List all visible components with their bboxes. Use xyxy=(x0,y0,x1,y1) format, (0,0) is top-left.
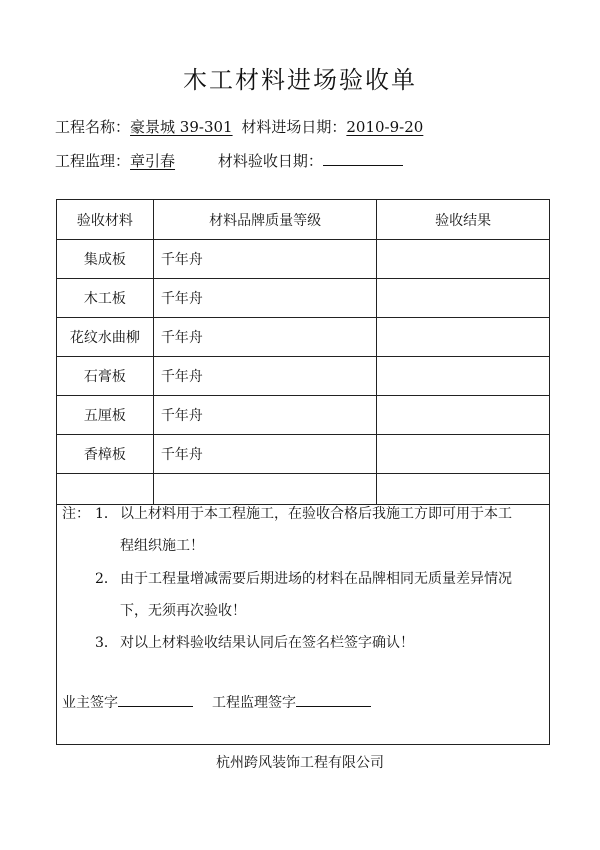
brand-cell: 千年舟 xyxy=(153,279,377,318)
document-title: 木工材料进场验收单 xyxy=(183,66,417,94)
result-cell[interactable] xyxy=(377,396,550,435)
empty-cell[interactable] xyxy=(377,474,550,505)
owner-signature xyxy=(62,690,193,712)
owner-signature-blank[interactable] xyxy=(118,690,193,707)
table-row xyxy=(57,318,550,357)
table-row xyxy=(57,357,550,396)
table-row xyxy=(57,396,550,435)
material-cell: 香樟板 xyxy=(57,435,154,474)
inspection-date-blank[interactable] xyxy=(323,149,403,166)
table-row xyxy=(57,435,550,474)
supervisor-value: 章引春 xyxy=(130,152,176,170)
material-cell: 五厘板 xyxy=(57,396,154,435)
supervisor-signature xyxy=(212,690,371,712)
owner-signature-label: 业主签字 xyxy=(62,695,118,711)
note-2-line-2: 下，无须再次验收！ xyxy=(120,603,246,619)
header-result: 验收结果 xyxy=(377,200,550,240)
brand-cell: 千年舟 xyxy=(153,396,377,435)
empty-cell[interactable] xyxy=(153,474,377,505)
entry-date-value: 2010-9-20 xyxy=(346,118,424,136)
supervisor-info-line xyxy=(55,149,403,171)
result-cell[interactable] xyxy=(377,318,550,357)
table-row xyxy=(57,240,550,279)
header-material: 验收材料 xyxy=(57,200,154,240)
project-name-value: 豪景城 39-301 xyxy=(130,118,233,136)
project-name-label: 工程名称： xyxy=(55,118,131,136)
empty-cell[interactable] xyxy=(57,474,154,505)
supervisor-signature-blank[interactable] xyxy=(296,690,371,707)
note-1-line-1: 以上材料用于本工程施工，在验收合格后我施工方即可用于本工 xyxy=(120,506,512,522)
result-cell[interactable] xyxy=(377,357,550,396)
table-header-row xyxy=(57,200,550,240)
note-2-number: 2． xyxy=(95,571,118,587)
supervisor-signature-label: 工程监理签字 xyxy=(212,695,296,711)
notes-prefix: 注： xyxy=(62,506,90,522)
brand-cell: 千年舟 xyxy=(153,318,377,357)
brand-cell: 千年舟 xyxy=(153,240,377,279)
material-cell: 花纹水曲柳 xyxy=(57,318,154,357)
note-3-line-1: 对以上材料验收结果认同后在签名栏签字确认！ xyxy=(120,635,414,651)
materials-table xyxy=(56,199,550,505)
material-cell: 集成板 xyxy=(57,240,154,279)
company-footer: 杭州跨风装饰工程有限公司 xyxy=(216,755,384,771)
result-cell[interactable] xyxy=(377,279,550,318)
supervisor-label: 工程监理： xyxy=(55,152,131,170)
inspection-date-label: 材料验收日期： xyxy=(217,152,323,170)
result-cell[interactable] xyxy=(377,435,550,474)
material-cell: 木工板 xyxy=(57,279,154,318)
note-1-number: 1． xyxy=(95,506,118,522)
brand-cell: 千年舟 xyxy=(153,435,377,474)
result-cell[interactable] xyxy=(377,240,550,279)
header-brand-grade: 材料品牌质量等级 xyxy=(153,200,377,240)
note-3-number: 3． xyxy=(95,635,118,651)
note-2-line-1: 由于工程量增减需要后期进场的材料在品牌相同无质量差异情况 xyxy=(120,571,512,587)
brand-cell: 千年舟 xyxy=(153,357,377,396)
note-1-line-2: 程组织施工！ xyxy=(120,538,204,554)
project-info-line xyxy=(55,116,423,137)
material-cell: 石膏板 xyxy=(57,357,154,396)
table-row xyxy=(57,279,550,318)
table-row-empty xyxy=(57,474,550,505)
entry-date-label: 材料进场日期： xyxy=(241,118,347,136)
